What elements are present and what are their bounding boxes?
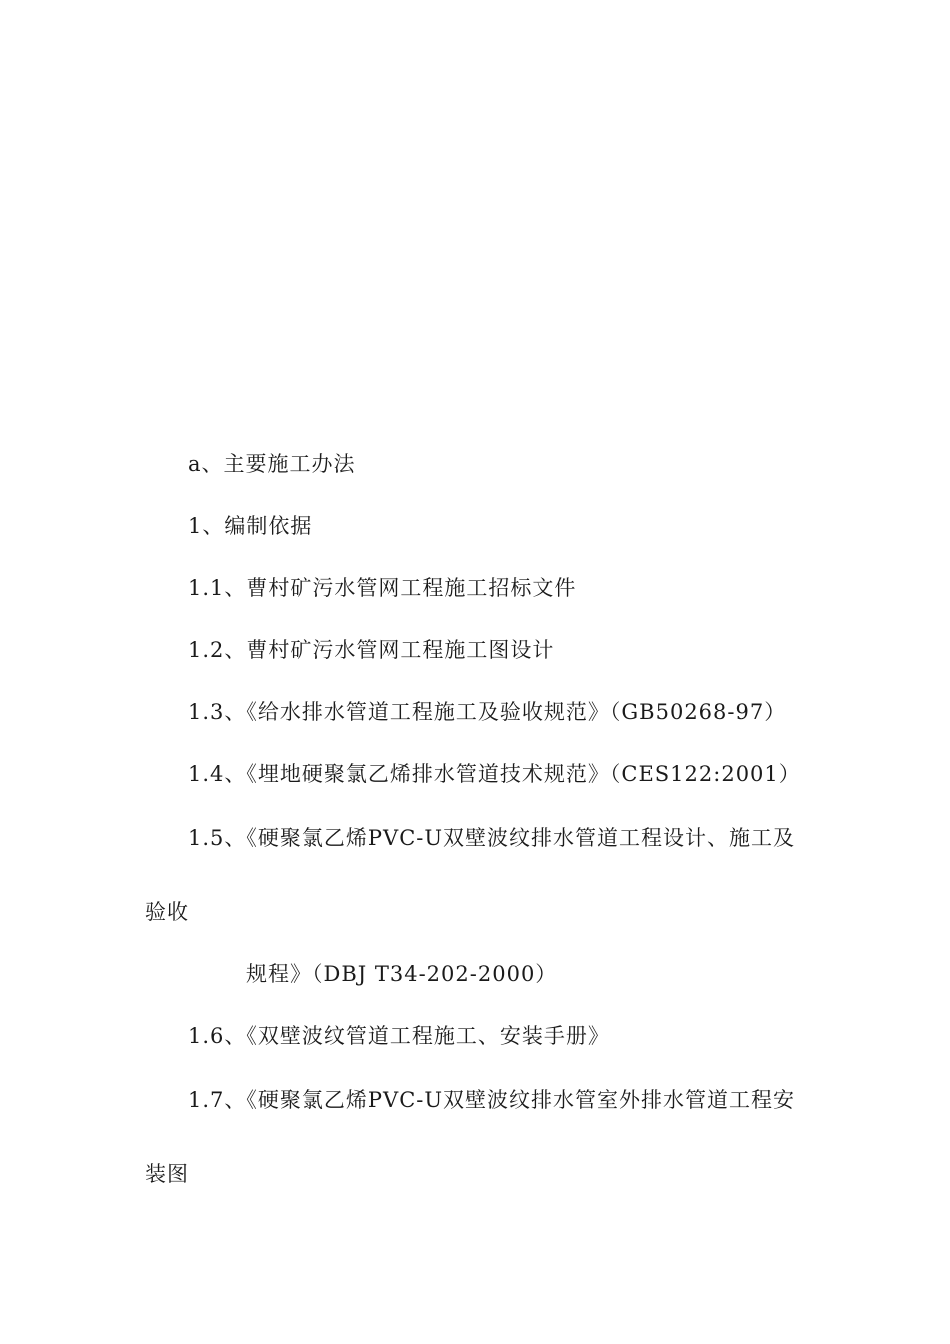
section-heading-main-methods: a、主要施工办法 [188, 452, 356, 476]
list-item-1-7: 1.7、《硬聚氯乙烯PVC-U双壁波纹排水管室外排水管道工程安 [188, 1088, 796, 1112]
list-item-1-7-continuation: 装图 [145, 1162, 189, 1186]
list-item-1-2: 1.2、曹村矿污水管网工程施工图设计 [188, 638, 555, 662]
list-item-1-4: 1.4、《埋地硬聚氯乙烯排水管道技术规范》（CES122:2001） [188, 762, 801, 786]
list-item-1-6: 1.6、《双壁波纹管道工程施工、安装手册》 [188, 1024, 610, 1048]
list-item-1-1: 1.1、曹村矿污水管网工程施工招标文件 [188, 576, 577, 600]
list-item-1-5-continuation: 验收 [145, 900, 189, 924]
list-item-1-5: 1.5、《硬聚氯乙烯PVC-U双壁波纹排水管道工程设计、施工及 [188, 826, 796, 850]
list-item-1-3: 1.3、《给水排水管道工程施工及验收规范》（GB50268-97） [188, 700, 787, 724]
section-heading-basis: 1、编制依据 [188, 514, 313, 538]
list-item-1-5-continuation-2: 规程》（DBJ T34-202-2000） [246, 962, 558, 986]
